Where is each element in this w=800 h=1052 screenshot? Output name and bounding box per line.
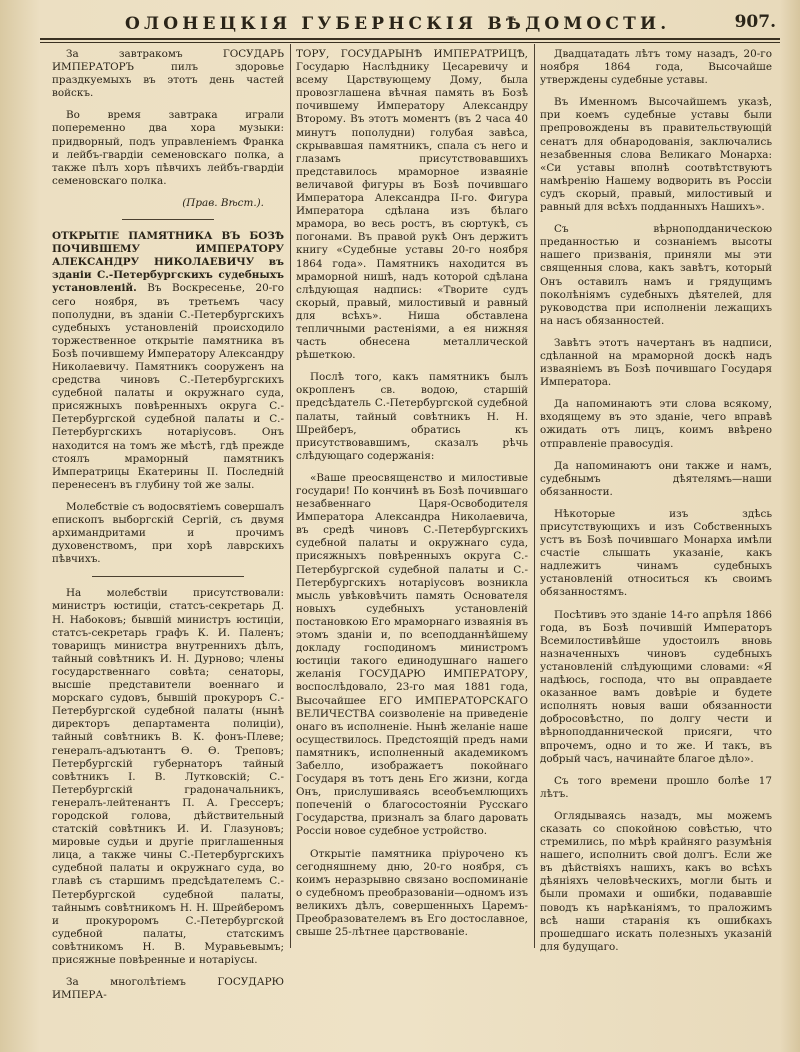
article-heading bbox=[52, 230, 284, 492]
source-citation: (Прав. Вѣст.). bbox=[182, 196, 264, 209]
header-rule-thin bbox=[40, 42, 780, 43]
paragraph: Съ того времени прошло болѣе 17 лѣтъ. bbox=[540, 774, 772, 800]
paragraph: Оглядываясь назадъ, мы можемъ сказать со спокойною совѣстью, что стремились, по мѣрѣ крайняго разумѣнія нашего, исполнить свой долгъ. Если же въ дѣйствіяхъ нашихъ, какъ во всѣхъ дѣяніяхъ человѣческихъ, могли быть и были промахи и ошибки, подававшіе поводъ къ нарѣканіямъ, то праложимъ всѣ наши старанія къ ошибкахъ прошедшаго искать полезныхъ указаній для будущаго. bbox=[540, 809, 772, 953]
section-divider bbox=[122, 219, 214, 220]
section-divider bbox=[92, 576, 244, 577]
paragraph: Молебствіе съ водосвятіемъ совершалъ епископъ выборгскій Сергій, съ двумя архимандритами и прочимъ духовенствомъ, при хорѣ лаврскихъ пѣвчихъ. bbox=[52, 500, 284, 566]
newspaper-title: ОЛОНЕЦКІЯ ГУБЕРНСКІЯ ВѢДОМОСТИ. bbox=[125, 14, 671, 34]
page-number: 907. bbox=[734, 12, 776, 32]
paragraph: Нѣкоторые изъ здѣсь присутствующихъ и изъ Собственныхъ устъ въ Бозѣ почившаго Монарха имѣли счастіе слышать указаніе, какъ надлежитъ чинамъ судебныхъ установленій относиться къ своимъ обязанностямъ. bbox=[540, 507, 772, 599]
header-rule bbox=[40, 38, 780, 40]
paragraph: Въ Именномъ Высочайшемъ указѣ, при коемъ судебные уставы были препровождены въ правительствующій сенатъ для обнародованія, заключались незабвенныя слова Великаго Монарха: «Си уставы вполнѣ соотвѣтствуютъ намѣренію Нашему водворить въ Россіи судъ скорый, правый, милостивый и равный для всѣхъ подданныхъ Нашихъ». bbox=[540, 96, 772, 214]
paragraph: Завѣтъ этотъ начертанъ въ надписи, сдѣланной на мраморной доскѣ надъ изваяніемъ въ Бозѣ почившаго Государя Императора. bbox=[540, 336, 772, 389]
paragraph: За многолѣтіемъ ГОСУДАРЮ ИМПЕРА- bbox=[52, 976, 284, 1002]
paragraph: Въ Воскресенье, 20-го сего ноября, въ третьемъ часу пополудни, въ зданіи С.-Петербургскихъ судебныхъ установленій происходило торжественное открытіе памятника въ Бозѣ почившему Императору Александру Николаевичу. Памятникъ сооруженъ на средства чиновъ С.-Петербургскихъ судебной палаты и окружнаго суда, присяжныхъ повѣренныхъ округа С.-Петербургской судебной палаты и С.-Петербургскихъ нотаріусовъ. Онъ находится на томъ же мѣстѣ, гдѣ прежде стоялъ мраморный памятникъ Императрицы Екатерины II. Последній перенесенъ въ глубину той же залы. bbox=[52, 282, 284, 491]
article-heading-rest: въ зданіи С.-Петербургскихъ судебныхъ установленій. bbox=[52, 256, 284, 295]
column-2 bbox=[296, 48, 528, 948]
paragraph: Посѣтивъ это зданіе 14-го апрѣля 1866 года, въ Бозѣ почившій Императоръ Всемилостивѣйше удостоилъ вновь назначенныхъ чиновъ судебныхъ установленій слѣдующими словами: «Я надѣюсь, господа, что вы оправдаете оказанное вамъ довѣріе и будете исполнять новыя ваши обязанности добросовѣстно, по долгу чести и вѣрноподданнической присяги, что впрочемъ, одно и то же. И такъ, въ добрый часъ, начинайте благое дѣло». bbox=[540, 608, 772, 765]
paragraph: «Ваше преосвященство и милостивые государи! По кончинѣ въ Бозѣ почившаго незабвеннаго Царя-Освободителя Императора Александра Николаевича, въ средѣ чиновъ С.-Петербургскихъ судебной палаты и окружнаго суда, присяжныхъ повѣренныхъ округа С.-Петербургской судебной палаты и С.-Петербургскихъ нотаріусовъ возникла мысль увѣковѣчить память Основателя новыхъ судебныхъ установленій постановкою Его мраморнаго изваянія въ этомъ зданіи и, по всеподданнѣйшему докладу господиномъ министромъ юстиціи такого единодушнаго нашего желанія ГОСУДАРЮ ИМПЕРАТОРУ, воспослѣдовало, 23-го мая 1881 года, Высочайшее ЕГО ИМПЕРАТОРСКАГО ВЕЛИЧЕСТВА соизволеніе на приведеніе онаго въ исполненіе. Нынѣ желаніе наше осуществилось. Предстоящій предъ нами памятникъ, исполненный академикомъ Забелло, изображаетъ покойнаго Государя въ тотъ день Его жизни, когда Онъ, прислушиваясь всеобъемлющихъ попеченій о благосостояніи Русскаго Государства, призналъ за благо даровать Россіи новое судебное устройство. bbox=[296, 471, 528, 838]
column-divider bbox=[290, 44, 291, 948]
paragraph: На молебствіи присутствовали: министръ юстиціи, статсъ-секретарь Д. Н. Набоковъ; бывшій министръ юстиціи, статсъ-секретарь графъ К. И. Паленъ; товарищъ министра внутреннихъ дѣлъ, тайный совѣтникъ И. Н. Дурново; члены государственнаго совѣта; сенаторы, высшіе представители военнаго и морскаго судовъ, бывшій прокуроръ С.-Петербургской судебной палаты (нынѣ директоръ департамента полиціи), тайный совѣтникъ В. К. фонъ-Плеве; генералъ-адъютантъ Ѳ. Ѳ. Треповъ; Петербургскій губернаторъ тайный совѣтникъ І. В. Лутковскій; С.-Петербургскій градоначальникъ, генералъ-лейтенантъ П. А. Грессеръ; городской голова, дѣйствительный статскій совѣтникъ И. И. Глазуновъ; мировые судьи и другіе приглашенныя лица, а также чины С.-Петербургскихъ судебной палаты и окружнаго суда, во главѣ съ старшимъ предсѣдателемъ С.-Петербургской судебной палаты, тайнымъ совѣтникомъ Н. Н. Шрейберомъ и прокуроромъ С.-Петербургской судебной палаты, статскимъ совѣтникомъ Н. В. Муравьевымъ; присяжные повѣренные и нотаріусы. bbox=[52, 587, 284, 966]
paragraph: За завтракомъ ГОСУДАРЬ ИМПЕРАТОРЪ пилъ здоровье праздкуемыхъ въ этотъ день частей войскъ. bbox=[52, 48, 284, 100]
paragraph: Да напоминаютъ эти слова всякому, входящему въ это зданіе, чего вправѣ ожидать отъ лицъ, коимъ ввѣрено отправленіе правосудія. bbox=[540, 398, 772, 450]
article-heading-bold: ОТКРЫТІЕ ПАМЯТНИКА ВЪ БОЗѢ ПОЧИВШЕМУ ИМПЕРАТОРУ АЛЕКСАНДРУ НИКОЛАЕВИЧУ bbox=[52, 230, 284, 269]
paragraph: Двадцатадать лѣтъ тому назадъ, 20-го ноября 1864 года, Высочайше утверждены судебные уставы. bbox=[540, 48, 772, 87]
page-header bbox=[50, 8, 780, 38]
column-3 bbox=[540, 48, 772, 953]
paragraph: Во время завтрака играли попеременно два хора музыки: придворный, подъ управленіемъ Франка и лейбъ-гвардіи семеновскаго полка, а также пѣлъ хоръ пѣвчихъ лейбъ-гвардіи семеновскаго полка. bbox=[52, 109, 284, 187]
column-divider bbox=[534, 44, 535, 948]
paragraph: Открытіе памятника пріурочено къ сегодняшнему дню, 20-го ноября, съ коимъ неразрывно связано воспоминаніе о судебномъ преобразованіи—одномъ изъ великихъ дѣлъ, совершенныхъ Царемъ-Преобразователемъ въ Его достославное, свыше 25-лѣтнее царствованіе. bbox=[296, 847, 528, 939]
column-1 bbox=[52, 48, 284, 1002]
paragraph: Послѣ того, какъ памятникъ былъ окропленъ св. водою, старшій предсѣдатель С.-Петербургской судебной палаты, тайный совѣтникъ Н. Н. Шрейберъ, обратись къ присутствовавшимъ, сказалъ рѣчь слѣдующаго содержанія: bbox=[296, 371, 528, 462]
paragraph: ТОРУ, ГОСУДАРЫНѢ ИМПЕРАТРИЦѢ, Государю Наслѣднику Цесаревичу и всему Царствующему Дому, была провозглашена вѣчная память въ Бозѣ почившему Императору Александру Второму. Въ этотъ моментъ (въ 2 часа 40 минутъ пополудни) голубая завѣса, скрывавшая памятникъ, спала съ него и глазамъ присутствовавшихъ представилось мраморное изваяніе величавой фигуры въ Бозѣ почившаго Императора Александра II-го. Фигура Императора сдѣлана изъ бѣлаго мрамора, во весь ростъ, въ сюртукѣ, съ погонами. Въ правой рукѣ Онъ держитъ книгу «Судебные уставы 20-го ноября 1864 года». Памятникъ находится въ мраморной нишѣ, надъ которой сдѣлана слѣдующая надпись: «Творите судъ скорый, правый, милостивый и равный для всѣхъ». Ниша обставлена тепличными растеніями, а ея нижняя часть обнесена металлической рѣшеткою. bbox=[296, 48, 528, 362]
paragraph: Да напоминаютъ они также и намъ, судебнымъ дѣятелямъ—наши обязанности. bbox=[540, 459, 772, 498]
paragraph: Съ вѣрноподданическою преданностью и сознаніемъ высоты нашего призванія, приняли мы эти священныя слова, какъ завѣтъ, который Онъ оставилъ намъ и грядущимъ поколѣніямъ судебныхъ дѣятелей, для руководства при исполненіи лежащихъ на насъ обязанностей. bbox=[540, 223, 772, 327]
